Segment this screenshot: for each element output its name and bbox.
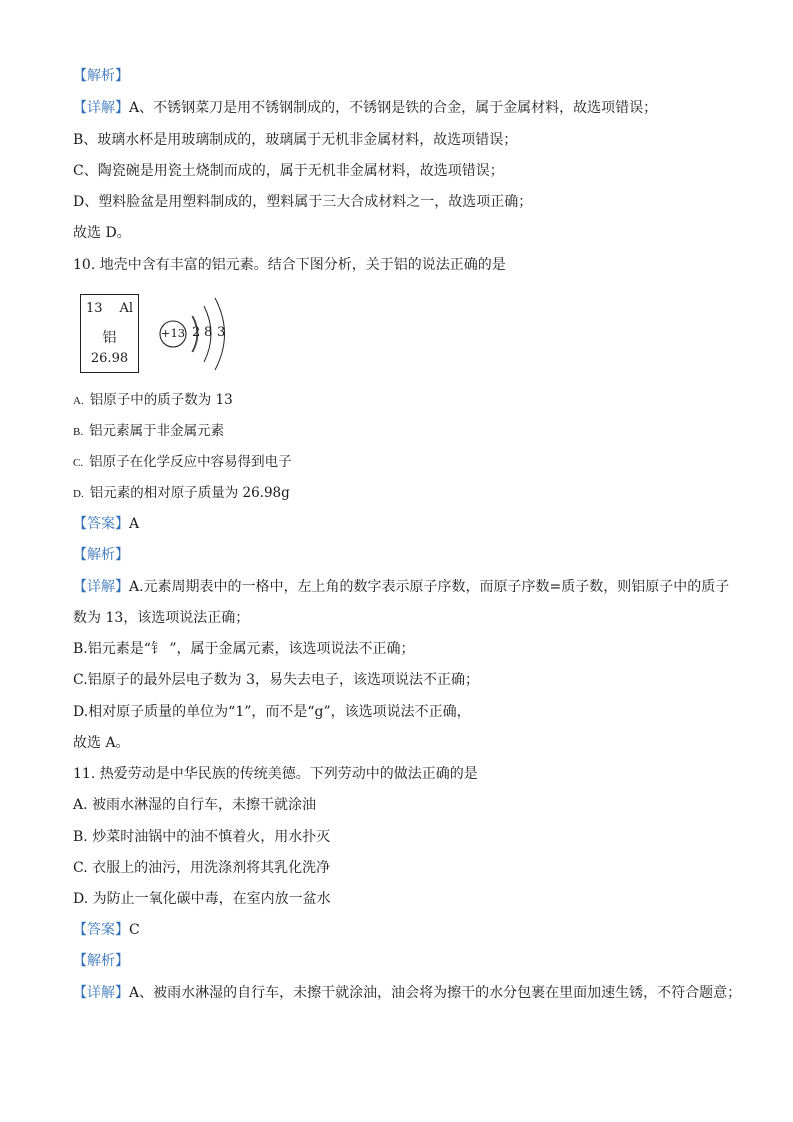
q10-answer: 【答案】A: [73, 516, 140, 532]
q10-option-b: B. 铝元素属于非金属元素: [73, 423, 225, 439]
detail-line-q9-d: D、塑料脸盆是用塑料制成的，塑料属于三大合成材料之一，故选项正确；: [73, 194, 533, 210]
atom-structure-diagram: [152, 286, 252, 382]
question-10: 10. 地壳中含有丰富的铝元素。结合下图分析，关于铝的说法正确的是: [73, 257, 506, 273]
element-name: 铝: [102, 330, 117, 346]
detail-line-q9-c: C、陶瓷碗是用瓷土烧制而成的，属于无机非金属材料，故选项错误；: [73, 163, 504, 179]
shell-2-electrons: 8: [204, 325, 213, 340]
q11-analysis-heading: 【解析】: [73, 953, 129, 969]
nucleus-charge: +13: [160, 326, 186, 340]
q10-detail-3: B.铝元素是“钅 ”，属于金属元素，该选项说法不正确；: [73, 641, 415, 657]
q10-option-a: A. 铝原子中的质子数为 13: [73, 392, 233, 408]
q10-option-c: C. 铝原子在化学反应中容易得到电子: [73, 454, 292, 470]
q11-option-c: C. 衣服上的油污，用洗涤剂将其乳化洗净: [73, 860, 331, 876]
q10-analysis-heading: 【解析】: [73, 547, 129, 563]
element-symbol: Al: [119, 301, 133, 316]
shell-3-electrons: 3: [217, 325, 226, 340]
atomic-number: 13: [86, 301, 103, 316]
detail-line-q9-b: B、玻璃水杯是用玻璃制成的，玻璃属于无机非金属材料，故选项错误；: [73, 132, 518, 148]
q10-detail-4: C.铝原子的最外层电子数为 3，易失去电子，该选项说法不正确；: [73, 672, 480, 688]
q10-conclusion: 故选 A。: [73, 735, 130, 751]
q11-answer: 【答案】C: [73, 922, 140, 938]
q10-detail-2: 数为 13，该选项说法正确；: [73, 610, 250, 626]
detail-line-q9-a: 【详解】A、不锈钢菜刀是用不锈钢制成的，不锈钢是铁的合金，属于金属材料，故选项错误；: [73, 100, 658, 116]
q11-option-a: A. 被雨水淋湿的自行车，未擦干就涂油: [73, 797, 317, 813]
q11-detail-1: 【详解】A、被雨水淋湿的自行车，未擦干就涂油，油会将为擦干的水分包裹在里面加速生锈，不符合题意；: [73, 985, 742, 1001]
atomic-mass: 26.98: [90, 351, 129, 366]
periodic-table-cell: [80, 294, 139, 373]
q10-option-d: D. 铝元素的相对原子质量为 26.98g: [73, 485, 290, 501]
analysis-heading-q9: 【解析】: [73, 68, 129, 84]
q11-option-b: B. 炒菜时油锅中的油不慎着火，用水扑灭: [73, 829, 331, 845]
question-11: 11. 热爱劳动是中华民族的传统美德。下列劳动中的做法正确的是: [73, 766, 478, 782]
conclusion-q9: 故选 D。: [73, 225, 131, 241]
q11-option-d: D. 为防止一氧化碳中毒，在室内放一盆水: [73, 891, 331, 907]
q10-detail-5: D.相对原子质量的单位为“1”，而不是“g”，该选项说法不正确，: [73, 704, 471, 720]
q10-detail-1: 【详解】A.元素周期表中的一格中，左上角的数字表示原子序数，而原子序数=质子数，则铝原子中的质子: [73, 579, 730, 595]
shell-1-electrons: 2: [192, 325, 201, 340]
